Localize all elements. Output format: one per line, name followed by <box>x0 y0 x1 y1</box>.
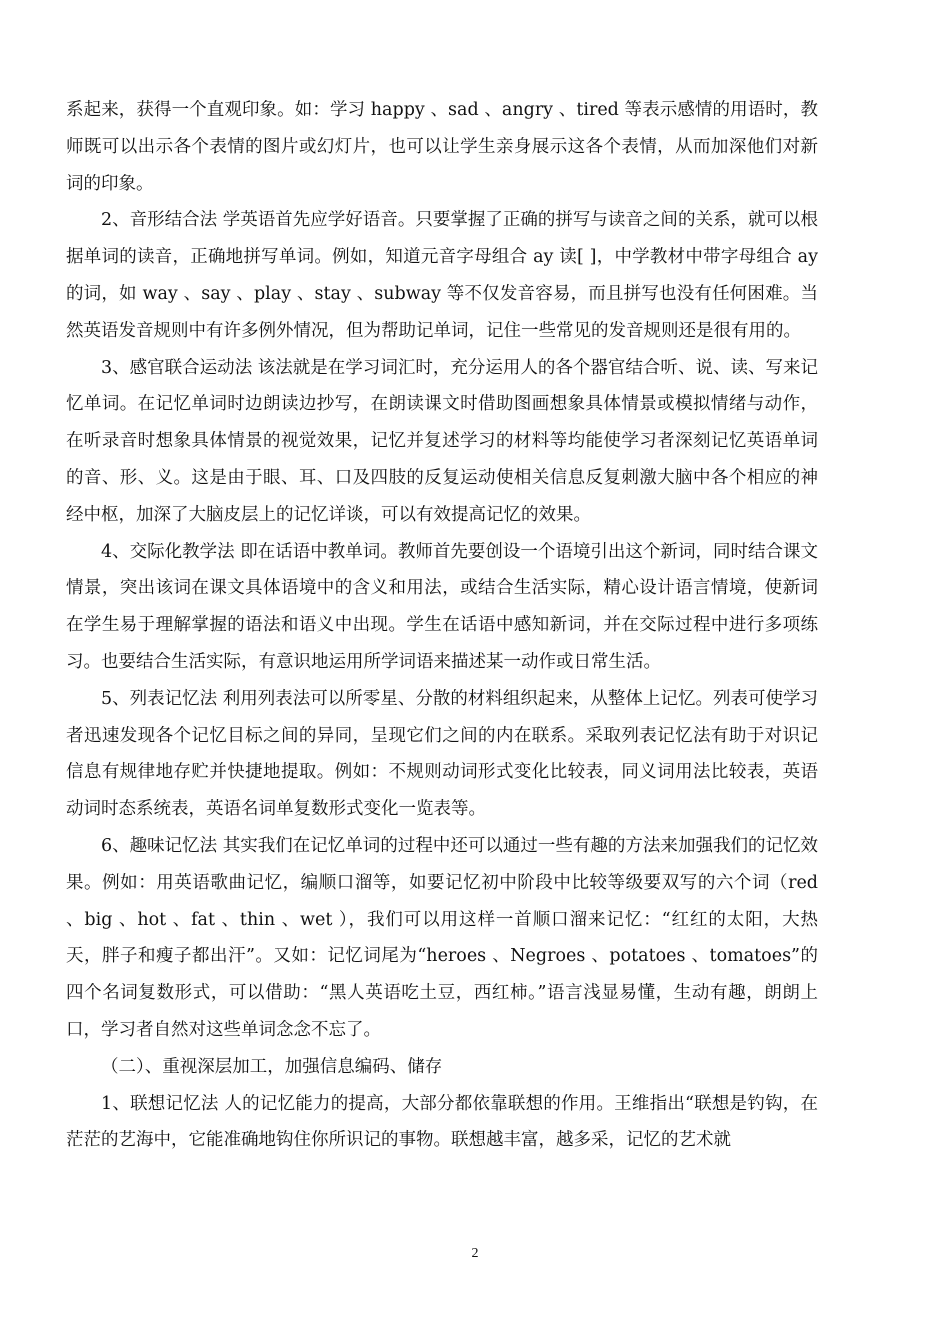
paragraph-continuation: 系起来，获得一个直观印象。如：学习 happy 、sad 、angry 、tired 等表示感情的用语时，教师既可以出示各个表情的图片或幻灯片，也可以让学生亲身展示这各个表情，从而加深他们对新词的印象。 <box>66 100 818 194</box>
paragraph-method-2: 2、音形结合法 学英语首先应学好语音。只要掌握了正确的拼写与读音之间的关系，就可以根据单词的读音，正确地拼写单词。例如，知道元音字母组合 ay 读[ ]，中学教材中带字母组合 ay 的词，如 way 、say 、play 、stay 、subway 等不仅发音容易，而且拼写也没有任何困难。当然英语发音规则中有许多例外情况，但为帮助记单词，记住一些常见的发音规则还是很有用的。 <box>66 210 818 341</box>
paragraph-method-3: 3、感官联合运动法 该法就是在学习词汇时，充分运用人的各个器官结合听、说、读、写来记忆单词。在记忆单词时边朗读边抄写，在朗读课文时借助图画想象具体情景或模拟情绪与动作，在听录音时想象具体情景的视觉效果，记忆并复述学习的材料等均能使学习者深刻记忆英语单词的音、形、义。这是由于眼、耳、口及四肢的反复运动使相关信息反复刺激大脑中各个相应的神经中枢，加深了大脑皮层上的记忆详谈，可以有效提高记忆的效果。 <box>66 357 818 525</box>
paragraph-association-method: 1、联想记忆法 人的记忆能力的提高，大部分都依靠联想的作用。王维指出“联想是钓钩，在茫茫的艺海中，它能准确地钩住你所识记的事物。联想越丰富，越多采，记忆的艺术就 <box>66 1093 818 1151</box>
paragraph-method-6: 6、趣味记忆法 其实我们在记忆单词的过程中还可以通过一些有趣的方法来加强我们的记忆效果。例如：用英语歌曲记忆，编顺口溜等，如要记忆初中阶段中比较等级要双写的六个词（red 、big 、hot 、fat 、thin 、wet ），我们可以用这样一首顺口溜来记忆：“红红的太阳，大热天，胖子和瘦子都出汗”。又如：记忆词尾为“heroes 、Negroes 、potatoes 、tomatoes”的四个名词复数形式，可以借助：“黑人英语吃土豆，西红柿。”语言浅显易懂，生动有趣，朗朗上口，学习者自然对这些单词念念不忘了。 <box>66 835 818 1040</box>
paragraph-method-4: 4、交际化教学法 即在话语中教单词。教师首先要创设一个语境引出这个新词，同时结合课文情景，突出该词在课文具体语境中的含义和用法，或结合生活实际，精心设计语言情境，使新词在学生易于理解掌握的语法和语义中出现。学生在话语中感知新词，并在交际过程中进行多项练习。也要结合生活实际，有意识地运用所学词语来描述某一动作或日常生活。 <box>66 541 818 672</box>
page-number: 2 <box>471 1246 479 1261</box>
paragraph-method-5: 5、列表记忆法 利用列表法可以所零星、分散的材料组织起来，从整体上记忆。列表可使学习者迅速发现各个记忆目标之间的异同，呈现它们之间的内在联系。采取列表记忆法有助于对识记信息有规律地存贮并快捷地提取。例如：不规则动词形式变化比较表，同义词用法比较表，英语动词时态系统表，英语名词单复数形式变化一览表等。 <box>66 688 818 820</box>
section-heading: （二）、重视深层加工，加强信息编码、储存 <box>101 1056 443 1077</box>
document-body <box>66 92 818 1159</box>
